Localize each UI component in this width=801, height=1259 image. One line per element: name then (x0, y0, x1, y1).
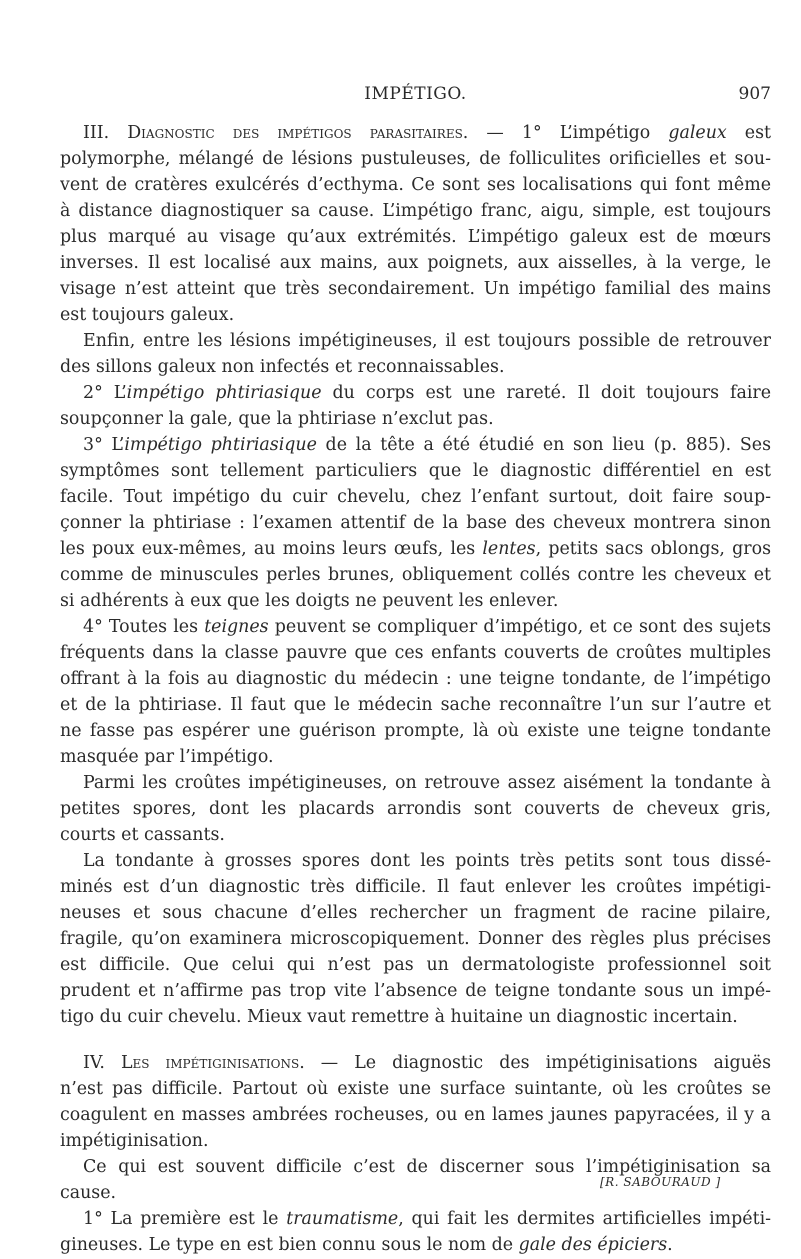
text-run: du corps est une rareté. Il doit toujours faire (321, 383, 771, 403)
section-iii-heading-line (60, 120, 771, 146)
italic-term: gale des épiciers (518, 1235, 668, 1255)
text-line: courts et cassants. (60, 825, 225, 845)
text-line: inverses. Il est localisé aux mains, aux poignets, aux aisselles, à la verge, le (60, 253, 771, 273)
text-run: 2° L’ (83, 383, 127, 403)
text-line: comme de minuscules perles brunes, obliquement collés contre les cheveux et (60, 565, 771, 585)
text-line: çonner la phtiriase : l’examen attentif de la base des cheveux montrera sinon (60, 513, 771, 533)
text-line: offrant à la fois au diagnostic du médecin : une teigne tondante, de l’impétigo (60, 669, 771, 689)
text-line: La tondante à grosses spores dont les points très petits sont tous dissé- (83, 851, 771, 871)
text-run: gineuses. Le type en est bien connu sous le nom de (60, 1235, 519, 1255)
italic-term: impétigo phtiriasique (124, 435, 317, 455)
text-line: soupçonner la gale, que la phtiriase n’exclut pas. (60, 409, 494, 429)
text-line: polymorphe, mélangé de lésions pustuleuses, de folliculites orificielles et sou- (60, 149, 771, 169)
text-line (60, 380, 771, 406)
text-line: n’est pas difficile. Partout où existe une surface suintante, où les croûtes se (60, 1079, 771, 1099)
text-line (60, 1232, 771, 1258)
italic-term: lentes (482, 539, 536, 559)
text-line: Ce qui est souvent difficile c’est de discerner sous l’impétiginisation sa (83, 1157, 771, 1177)
text-line: Enfin, entre les lésions impétigineuses, il est toujours possible de retrouver (83, 331, 771, 351)
text-line (60, 1206, 771, 1232)
section-heading: III. Diagnostic des impétigos parasitaires. (83, 123, 469, 143)
text-line: est toujours galeux. (60, 305, 235, 325)
text-line: vent de cratères exulcérés d’ecthyma. Ce sont ses localisations qui font même (60, 175, 771, 195)
section-iv-heading-line (60, 1050, 771, 1076)
text-line: tigo du cuir chevelu. Mieux vaut remettre à huitaine un diagnostic incertain. (60, 1007, 738, 1027)
italic-term: traumatisme (286, 1209, 399, 1229)
text-line: cause. (60, 1183, 117, 1203)
italic-term: teignes (204, 617, 269, 637)
text-line: petites spores, dont les placards arrondis sont couverts de cheveux gris, (60, 799, 771, 819)
text-line: des sillons galeux non infectés et reconnaissables. (60, 357, 505, 377)
text-run: — Le diagnostic des impétiginisations aiguës (304, 1053, 771, 1073)
text-run: , petits sacs oblongs, gros (535, 539, 771, 559)
text-line: impétiginisation. (60, 1131, 209, 1151)
text-run: — 1° L’impétigo (468, 123, 669, 143)
text-line: neuses et sous chacune d’elles rechercher un fragment de racine pilaire, (60, 903, 771, 923)
text-line: plus marqué au visage qu’aux extrémités. L’impétigo galeux est de mœurs (60, 227, 771, 247)
page-header (60, 84, 771, 108)
text-run: , qui fait les dermites artificielles impéti- (398, 1209, 771, 1229)
text-line: et de la phtiriase. Il faut que le médecin sache reconnaître l’un sur l’autre et (60, 695, 771, 715)
text-line: symptômes sont tellement particuliers que le diagnostic différentiel en est (60, 461, 771, 481)
text-run: les poux eux-mêmes, au moins leurs œufs, les (60, 539, 483, 559)
text-line: minés est d’un diagnostic très difficile. Il faut enlever les croûtes impétigi- (60, 877, 771, 897)
text-line: visage n’est atteint que très secondairement. Un impétigo familial des mains (60, 279, 771, 299)
text-run: 3° L’ (83, 435, 125, 455)
italic-term: galeux (668, 123, 727, 143)
text-run: 1° La première est le (83, 1209, 287, 1229)
section-heading: IV. Les impétiginisations. (83, 1053, 305, 1073)
body-text (60, 120, 771, 1258)
text-line (60, 614, 771, 640)
printer-signature: [R. SABOURAUD ] (600, 1175, 721, 1189)
text-line: fragile, qu’on examinera microscopiquement. Donner des règles plus précises (60, 929, 771, 949)
text-run: de la tête a été étudié en son lieu (p. 885). Ses (316, 435, 771, 455)
text-line: coagulent en masses ambrées rocheuses, ou en lames jaunes papyracées, il y a (60, 1105, 771, 1125)
text-line (60, 432, 771, 458)
text-line: ne fasse pas espérer une guérison prompte, là où existe une teigne tondante (60, 721, 771, 741)
text-run: . (667, 1235, 673, 1255)
text-line: Parmi les croûtes impétigineuses, on retrouve assez aisément la tondante à (83, 773, 771, 793)
page-number: 907 (738, 84, 771, 104)
text-line: fréquents dans la classe pauvre que ces enfants couverts de croûtes multiples (60, 643, 771, 663)
text-line (60, 536, 771, 562)
text-line: si adhérents à eux que les doigts ne peuvent les enlever. (60, 591, 559, 611)
section-gap (60, 1030, 771, 1050)
text-line: facile. Tout impétigo du cuir chevelu, chez l’enfant surtout, doit faire soup- (60, 487, 771, 507)
text-line: prudent et n’affirme pas trop vite l’absence de teigne tondante sous un impé- (60, 981, 771, 1001)
text-run: est (726, 123, 771, 143)
text-line: masquée par l’impétigo. (60, 747, 274, 767)
text-line: à distance diagnostiquer sa cause. L’impétigo franc, aigu, simple, est toujours (60, 201, 771, 221)
text-line: est difficile. Que celui qui n’est pas un dermatologiste professionnel soit (60, 955, 771, 975)
italic-term: impétigo phtiriasique (126, 383, 322, 403)
text-run: peuvent se compliquer d’impétigo, et ce sont des sujets (268, 617, 771, 637)
running-title: IMPÉTIGO. (364, 84, 467, 104)
text-run: 4° Toutes les (83, 617, 205, 637)
